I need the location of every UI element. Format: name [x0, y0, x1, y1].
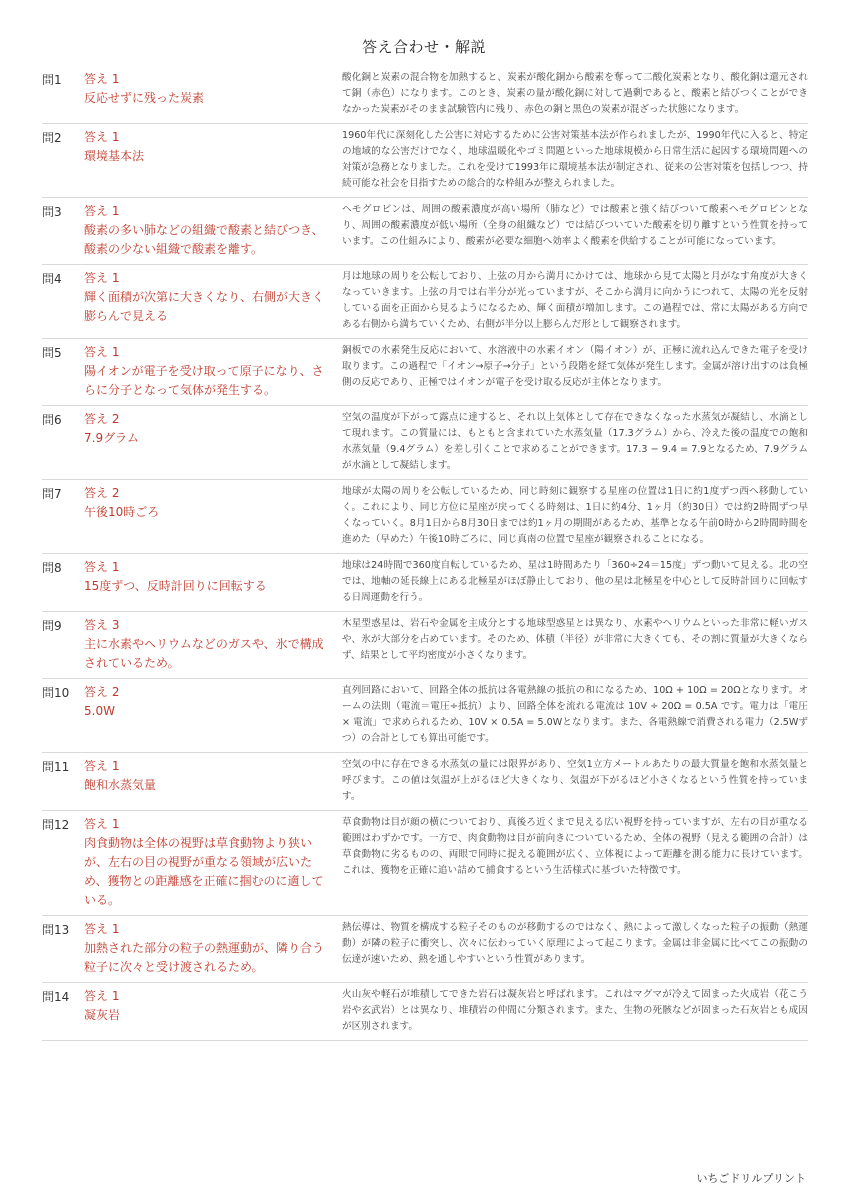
answer-text: 反応せずに残った炭素: [84, 91, 205, 105]
answer-text: 主に水素やヘリウムなどのガスや、氷で構成されているため。: [84, 637, 324, 670]
table-row: [42, 983, 808, 1041]
answer-label: 答え 1: [84, 817, 120, 831]
explanation-text: 銅板での水素発生反応において、水溶液中の水素イオン（陽イオン）が、正極に流れ込んできた電子を受け取ります。この過程で「イオン→原子→分子」という段階を経て気体が発生します。金属が溶け出すのは負極側の反応であり、正極ではイオンが電子を受け取る反応が主体となります。: [342, 345, 808, 388]
answer-cell: [84, 683, 334, 747]
answer-text: 陽イオンが電子を受け取って原子になり、さらに分子となって気体が発生する。: [84, 364, 324, 397]
question-number: 問8: [42, 561, 62, 575]
table-row: [42, 406, 808, 480]
answer-label: 答え 2: [84, 412, 120, 426]
answer-label: 答え 1: [84, 989, 120, 1003]
table-row: [42, 612, 808, 679]
answer-label: 答え 1: [84, 560, 120, 574]
answer-label: 答え 1: [84, 72, 120, 86]
question-number: 問14: [42, 990, 70, 1004]
explanation-text: 木星型惑星は、岩石や金属を主成分とする地球型惑星とは異なり、水素やヘリウムといった非常に軽いガスや、氷が大部分を占めています。そのため、体積（半径）が非常に大きくても、その割に質量が大きくならず、結果として平均密度が小さくなります。: [342, 618, 808, 661]
explanation-text: 空気の温度が下がって露点に達すると、それ以上気体として存在できなくなった水蒸気が凝結し、水滴として現れます。この質量には、もともと含まれていた水蒸気量（17.3グラム）から、冷えた後の温度での飽和水蒸気量（9.4グラム）を差し引くことで求めることができます。17.3 − 9.4 = 7.9となるため、7.9グラムが水滴として凝結します。: [342, 412, 808, 471]
table-row: [42, 753, 808, 811]
answer-cell: [84, 410, 334, 474]
explanation-text: 月は地球の周りを公転しており、上弦の月から満月にかけては、地球から見て太陽と月がなす角度が大きくなっていきます。上弦の月では右半分が光っていますが、そこから満月に向かうにつれて、太陽の光を反射している面を正面から見るようになるため、輝く面積が増加します。この過程では、常に太陽がある方向である右側から満ちていくため、右側が半分以上膨らんだ形として観察されます。: [342, 271, 808, 330]
answer-label: 答え 1: [84, 271, 120, 285]
answer-label: 答え 1: [84, 922, 120, 936]
answer-text: 15度ずつ、反時計回りに回転する: [84, 579, 267, 593]
answer-text: 飽和水蒸気量: [84, 778, 157, 792]
explanation-text: 地球は24時間で360度自転しているため、星は1時間あたり「360÷24＝15度」ずつ動いて見える。北の空では、地軸の延長線上にある北極星がほぼ静止しており、他の星は北極星を中心として反時計回りに回転する日周運動を行う。: [342, 560, 808, 603]
answer-cell: [84, 343, 334, 400]
explanation-text: 熱伝導は、物質を構成する粒子そのものが移動するのではなく、熱によって激しくなった粒子の振動（熱運動）が隣の粒子に衝突し、次々に伝わっていく原理によって起こります。金属は非金属に比べてこの振動の伝達が速いため、熱を通しやすいという性質があります。: [342, 922, 808, 965]
question-number: 問5: [42, 346, 62, 360]
explanation-text: 空気の中に存在できる水蒸気の量には限界があり、空気1立方メートルあたりの最大質量を飽和水蒸気量と呼びます。この値は気温が上がるほど大きくなり、気温が下がるほど小さくなるという性質を持っています。: [342, 759, 808, 802]
question-number: 問3: [42, 205, 62, 219]
answer-cell: [84, 815, 334, 910]
answer-cell: [84, 128, 334, 192]
explanation-text: ヘモグロビンは、周囲の酸素濃度が高い場所（肺など）では酸素と強く結びついて酸素ヘモグロビンとなり、周囲の酸素濃度が低い場所（全身の組織など）では結びついていた酸素を切り離すという性質を持っています。この仕組みにより、酸素が必要な細胞へ効率よく酸素を供給することが可能になっています。: [342, 204, 808, 247]
answer-label: 答え 3: [84, 618, 120, 632]
answer-label: 答え 1: [84, 345, 120, 359]
explanation-text: 草食動物は目が顔の横についており、真後ろ近くまで見える広い視野を持っていますが、左右の目が重なる範囲はわずかです。一方で、肉食動物は目が前向きについているため、全体の視野（見える範囲の合計）は草食動物に劣るものの、両眼で同時に捉える範囲が広く、立体視によって距離を測る能力に長けています。これは、獲物を正確に追い詰めて捕食するという生活様式に基づいた特徴です。: [342, 817, 808, 876]
table-row: [42, 66, 808, 124]
answer-label: 答え 2: [84, 685, 120, 699]
answer-text: 5.0W: [84, 704, 115, 718]
answer-text: 酸素の多い肺などの組織で酸素と結びつき、酸素の少ない組織で酸素を離す。: [84, 223, 324, 256]
page-title: 答え合わせ・解説: [361, 38, 486, 56]
table-row: [42, 124, 808, 198]
question-number: 問11: [42, 760, 70, 774]
answer-cell: [84, 920, 334, 977]
answer-label: 答え 1: [84, 204, 120, 218]
table-row: [42, 811, 808, 916]
answer-cell: [84, 70, 334, 118]
answer-cell: [84, 202, 334, 259]
explanation-text: 地球が太陽の周りを公転しているため、同じ時刻に観察する星座の位置は1日に約1度ずつ西へ移動していく。これにより、同じ方位に星座が戻ってくる時刻は、1日に約4分、1ヶ月（約30日）では約2時間ずつ早くなっていく。8月1日から8月30日までは約1ヶ月の期間があるため、基準となる午前0時から2時間時間を進めた（早めた）午後10時ごろに、同じ真南の位置で星座が観察されることになる。: [342, 486, 808, 545]
table-row: [42, 265, 808, 339]
answer-table: [42, 66, 808, 1041]
answer-cell: [84, 558, 334, 606]
answer-cell: [84, 269, 334, 333]
table-row: [42, 198, 808, 265]
question-number: 問12: [42, 818, 70, 832]
question-number: 問13: [42, 923, 70, 937]
answer-cell: [84, 616, 334, 673]
explanation-text: 直列回路において、回路全体の抵抗は各電熱線の抵抗の和になるため、10Ω + 10Ω = 20Ωとなります。オームの法則（電流＝電圧÷抵抗）より、回路全体を流れる電流は 10V ÷ 20Ω = 0.5A です。電力は「電圧 × 電流」で求められるため、10V × 0.5A = 5.0Wとなります。また、各電熱線で消費される電力（2.5Wずつ）の合計としても算出可能です。: [342, 685, 808, 744]
answer-label: 答え 2: [84, 486, 120, 500]
question-number: 問4: [42, 272, 62, 286]
question-number: 問2: [42, 131, 62, 145]
question-number: 問10: [42, 686, 70, 700]
question-number: 問9: [42, 619, 62, 633]
explanation-text: 酸化銅と炭素の混合物を加熱すると、炭素が酸化銅から酸素を奪って二酸化炭素となり、酸化銅は還元されて銅（赤色）になります。このとき、炭素の量が酸化銅に対して過剰であると、酸素と結びつくことができなかった炭素がそのまま試験管内に残り、赤色の銅と黒色の炭素が混ざった状態になります。: [342, 72, 808, 115]
answer-text: 加熱された部分の粒子の熱運動が、隣り合う粒子に次々と受け渡されるため。: [84, 941, 325, 974]
question-number: 問7: [42, 487, 62, 501]
table-row: [42, 916, 808, 983]
question-number: 問6: [42, 413, 62, 427]
answer-cell: [84, 757, 334, 805]
table-row: [42, 480, 808, 554]
answer-cell: [84, 987, 334, 1035]
table-row: [42, 339, 808, 406]
answer-text: 肉食動物は全体の視野は草食動物より狭いが、左右の目の視野が重なる領域が広いため、獲物との距離感を正確に掴むのに適している。: [84, 836, 324, 907]
question-number: 問1: [42, 73, 62, 87]
answer-label: 答え 1: [84, 759, 120, 773]
answer-text: 午後10時ごろ: [84, 505, 160, 519]
explanation-text: 1960年代に深刻化した公害に対応するために公害対策基本法が作られましたが、1990年代に入ると、特定の地域的な公害だけでなく、地球温暖化やゴミ問題といった地球規模から日常生活に起因する環境問題への対策が急務となりました。これを受けて1993年に環境基本法が制定され、従来の公害対策を包括しつつ、持続可能な社会を目指すための総合的な枠組みが整えられました。: [342, 130, 808, 189]
answer-text: 7.9グラム: [84, 431, 139, 445]
answer-text: 凝灰岩: [84, 1008, 121, 1022]
table-row: [42, 554, 808, 612]
answer-cell: [84, 484, 334, 548]
table-row: [42, 679, 808, 753]
answer-text: 環境基本法: [84, 149, 145, 163]
explanation-text: 火山灰や軽石が堆積してできた岩石は凝灰岩と呼ばれます。これはマグマが冷えて固まった火成岩（花こう岩や玄武岩）とは異なり、堆積岩の仲間に分類されます。また、生物の死骸などが固まった石灰岩とも成因が区別されます。: [342, 989, 808, 1032]
footer-brand: いちごドリルプリント: [696, 1172, 806, 1185]
answer-text: 輝く面積が次第に大きくなり、右側が大きく膨らんで見える: [84, 290, 325, 323]
answer-label: 答え 1: [84, 130, 120, 144]
